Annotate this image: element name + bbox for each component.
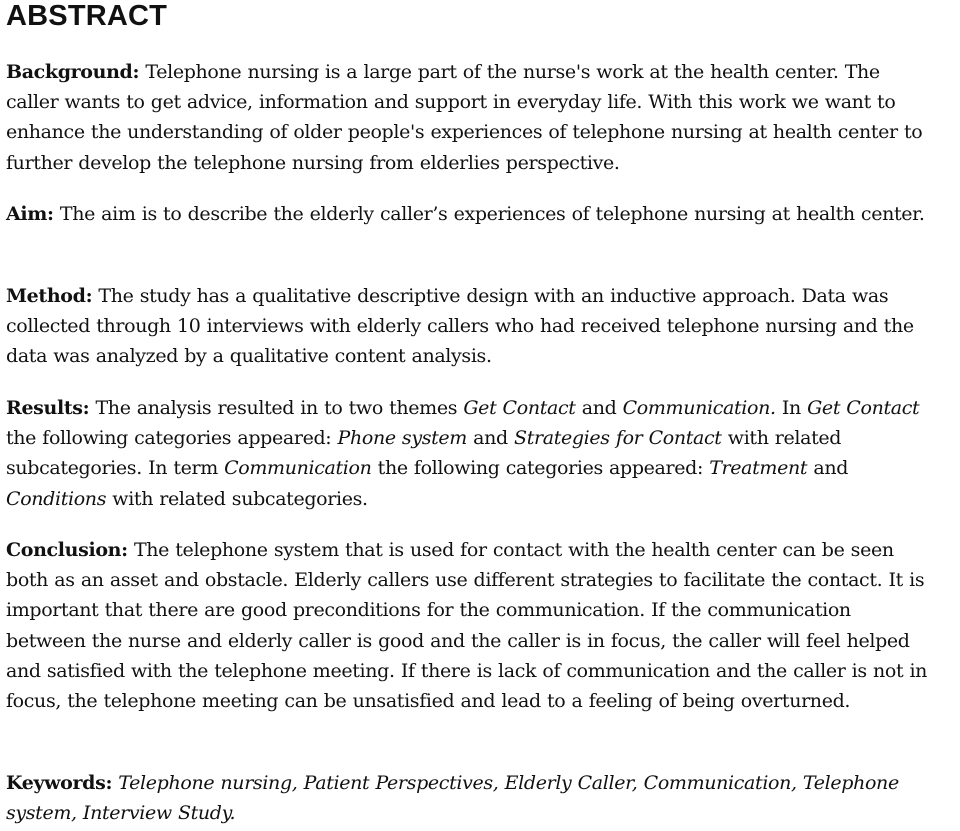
keywords-label: Keywords: bbox=[6, 772, 113, 794]
category-strategies-for-contact: Strategies for Contact bbox=[514, 427, 722, 450]
keywords-paragraph bbox=[6, 768, 936, 828]
background-text: Telephone nursing is a large part of the nurse's work at the health center. The caller wants to get advice, information and support in everyday life. With this work we want to enhance the understanding of older people's experiences of telephone nursing at health center to further develop the telephone nursing from elderlies perspective. bbox=[6, 61, 923, 174]
category-conditions: Conditions bbox=[6, 487, 107, 510]
results-text: and bbox=[466, 427, 515, 450]
results-label: Results: bbox=[6, 397, 90, 419]
results-paragraph bbox=[6, 393, 936, 514]
theme-get-contact: Get Contact bbox=[463, 397, 576, 419]
background-paragraph bbox=[6, 57, 936, 178]
aim-text: The aim is to describe the elderly caller’s experiences of telephone nursing at health center. bbox=[53, 203, 925, 225]
results-text: with related subcategories. bbox=[106, 487, 368, 510]
method-label: Method: bbox=[6, 285, 93, 307]
results-text: In bbox=[775, 397, 808, 419]
results-text: the following categories appeared: bbox=[6, 427, 338, 450]
abstract-heading: ABSTRACT bbox=[6, 0, 168, 32]
method-text: The study has a qualitative descriptive design with an inductive approach. Data was collected through 10 interviews with elderly callers who had received telephone nursing and the data was analyzed by a qualitative content analysis. bbox=[6, 285, 914, 368]
category-treatment: Treatment bbox=[709, 457, 808, 480]
conclusion-label: Conclusion: bbox=[6, 539, 128, 561]
category-phone-system: Phone system bbox=[337, 427, 467, 450]
results-text: and bbox=[575, 397, 623, 419]
conclusion-paragraph bbox=[6, 535, 936, 716]
results-text: The analysis resulted in to two themes bbox=[89, 397, 464, 419]
abstract-page bbox=[6, 0, 936, 825]
conclusion-text: The telephone system that is used for contact with the health center can be seen both as an asset and obstacle. Elderly callers use different strategies to facilitate the contact. It is important that there are good preconditions for the communication. If the communication between the nurse and elderly caller is good and the caller is in focus, the caller will feel helped and satisfied with the telephone meeting. If there is lack of communication and the caller is not in focus, the telephone meeting can be unsatisfied and lead to a feeling of being overturned. bbox=[6, 539, 928, 713]
results-text: the following categories appeared: bbox=[371, 457, 710, 480]
results-text: with related subcategories. In term bbox=[6, 427, 842, 480]
theme-communication: Communication. bbox=[622, 397, 776, 419]
aim-paragraph bbox=[6, 199, 936, 229]
aim-label: Aim: bbox=[6, 203, 54, 225]
results-text: and bbox=[807, 457, 849, 480]
keywords-list: Telephone nursing, Patient Perspectives, Elderly Caller, Communication, Telephone system, Interview Study. bbox=[6, 772, 899, 825]
theme-get-contact-ref: Get Contact bbox=[807, 397, 920, 419]
background-label: Background: bbox=[6, 61, 140, 83]
method-paragraph bbox=[6, 281, 936, 372]
theme-communication-ref: Communication bbox=[224, 457, 372, 480]
